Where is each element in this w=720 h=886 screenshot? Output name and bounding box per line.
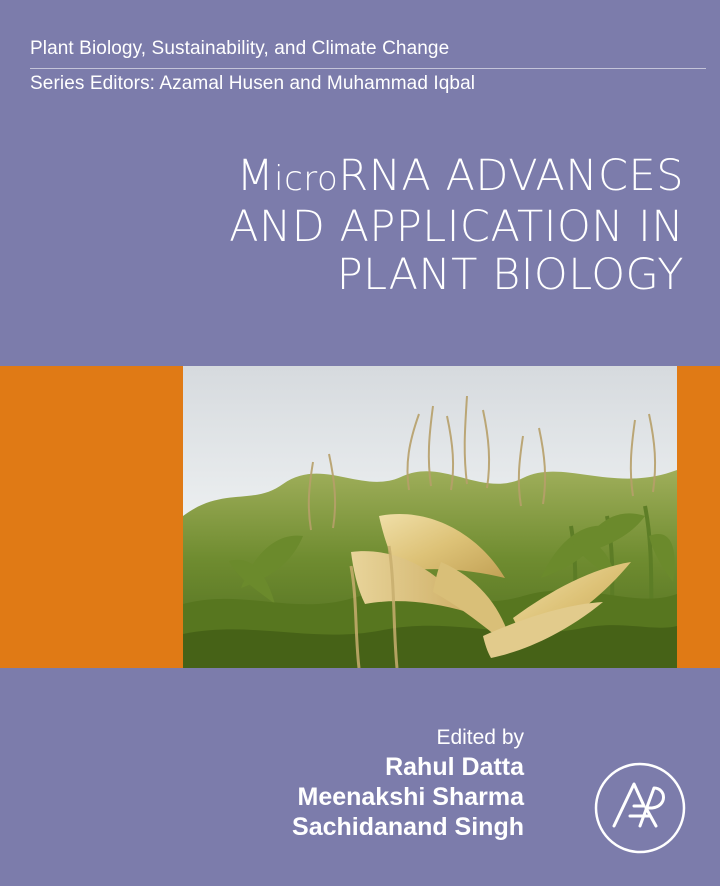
title-line-3: PLANT BIOLOGY (336, 250, 684, 300)
title-line-2: AND APPLICATION IN (229, 202, 684, 252)
series-block (0, 0, 720, 99)
cover-photo (183, 366, 677, 668)
title-line-1 (64, 152, 684, 203)
series-divider (30, 68, 706, 69)
page-title (64, 152, 684, 299)
academic-press-logo-icon (594, 762, 686, 854)
editor-name-1: Rahul Datta (385, 753, 524, 781)
title-line-1-smallcaps: icro (274, 159, 339, 199)
edited-by-label: Edited by (436, 726, 524, 749)
title-line-1-rest: RNA ADVANCES (338, 151, 684, 201)
editor-names (292, 752, 524, 842)
title-line-1-initial: M (236, 151, 275, 201)
editor-name-2: Meenakshi Sharma (297, 783, 524, 811)
series-editors: Series Editors: Azamal Husen and Muhammad Iqbal (30, 73, 476, 94)
editor-name-3: Sachidanand Singh (292, 813, 524, 841)
series-title: Plant Biology, Sustainability, and Climate Change (30, 38, 450, 59)
bottom-strip (0, 862, 720, 886)
